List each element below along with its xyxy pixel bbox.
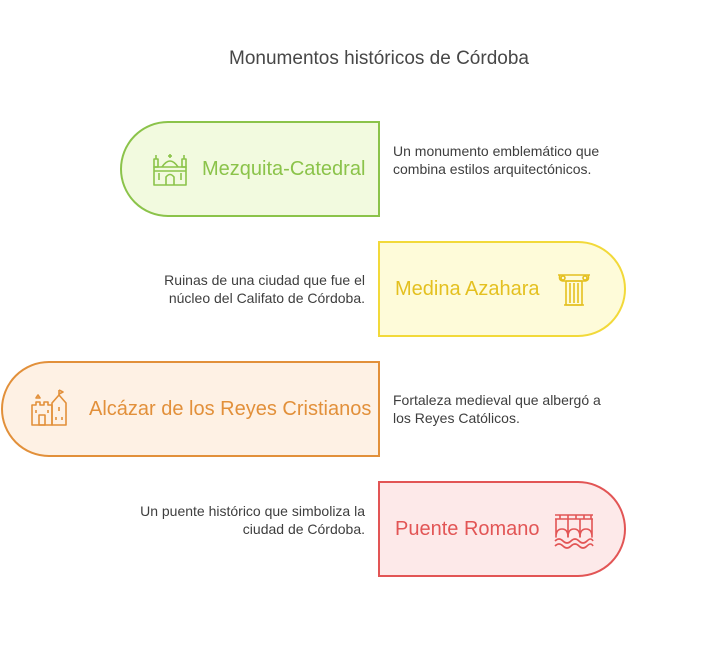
column-icon (554, 269, 594, 309)
monument-card-medina-azahara (378, 241, 626, 337)
castle-icon (30, 389, 70, 429)
monument-card-puente-romano (378, 481, 626, 577)
monument-name: Alcázar de los Reyes Cristianos (89, 397, 372, 420)
monument-description: Fortaleza medieval que albergó a los Reyes Católicos. (393, 392, 601, 426)
monument-description: Un puente histórico que simboliza la ciudad de Córdoba. (140, 503, 365, 537)
monument-description: Ruinas de una ciudad que fue el núcleo del Califato de Córdoba. (164, 272, 365, 306)
mosque-cathedral-icon (150, 149, 190, 189)
monument-description: Un monumento emblemático que combina estilos arquitectónicos. (393, 143, 600, 177)
monument-name: Medina Azahara (395, 277, 540, 300)
monument-name: Mezquita-Catedral (202, 157, 366, 180)
monument-card-alcazar (1, 361, 380, 457)
monument-name: Puente Romano (395, 517, 540, 540)
monument-card-mezquita (120, 121, 380, 217)
bridge-icon (554, 509, 594, 549)
diagram-title: Monumentos históricos de Córdoba (229, 48, 529, 69)
